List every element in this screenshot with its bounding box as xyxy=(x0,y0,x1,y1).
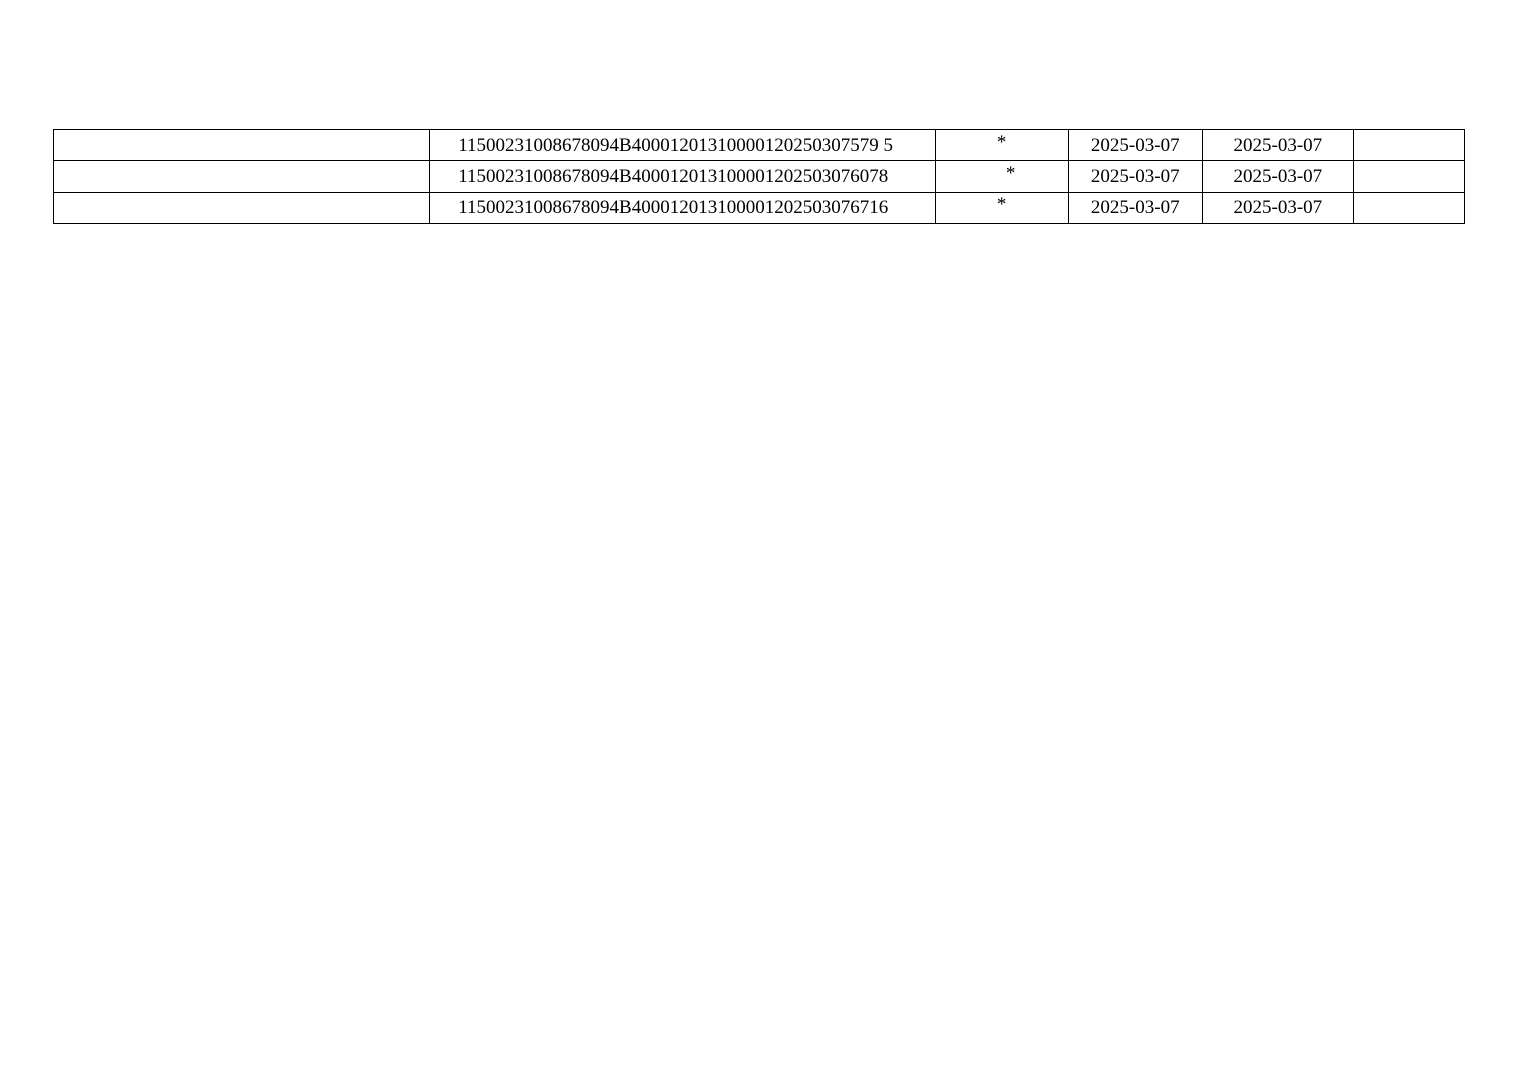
asterisk-mark: * xyxy=(996,194,1007,216)
table-row xyxy=(54,192,1465,223)
end-date-cell: 2025-03-07 xyxy=(1202,161,1353,192)
start-date-cell: 2025-03-07 xyxy=(1068,161,1202,192)
asterisk-mark: * xyxy=(1005,162,1016,184)
start-date-cell: 2025-03-07 xyxy=(1068,192,1202,223)
record-code-cell: 115002310086780​94B400012013100001202503076716 xyxy=(430,192,935,223)
mark-cell xyxy=(935,192,1068,223)
mark-cell xyxy=(935,161,1068,192)
blank-cell xyxy=(54,161,430,192)
asterisk-mark: * xyxy=(996,131,1007,153)
end-date-cell: 2025-03-07 xyxy=(1202,192,1353,223)
blank-cell xyxy=(1353,130,1464,161)
blank-cell xyxy=(54,192,430,223)
start-date-cell: 2025-03-07 xyxy=(1068,130,1202,161)
record-code-cell: 11500231008678094B40001201310000120250307579 5 xyxy=(430,130,935,161)
end-date-cell: 2025-03-07 xyxy=(1202,130,1353,161)
blank-cell xyxy=(54,130,430,161)
table-row xyxy=(54,161,1465,192)
records-table-body xyxy=(54,130,1465,224)
records-table xyxy=(53,129,1465,224)
table-row xyxy=(54,130,1465,161)
record-code-cell: 115002310086780​94B400012013100001202503076078 xyxy=(430,161,935,192)
blank-cell xyxy=(1353,192,1464,223)
mark-cell xyxy=(935,130,1068,161)
blank-cell xyxy=(1353,161,1464,192)
